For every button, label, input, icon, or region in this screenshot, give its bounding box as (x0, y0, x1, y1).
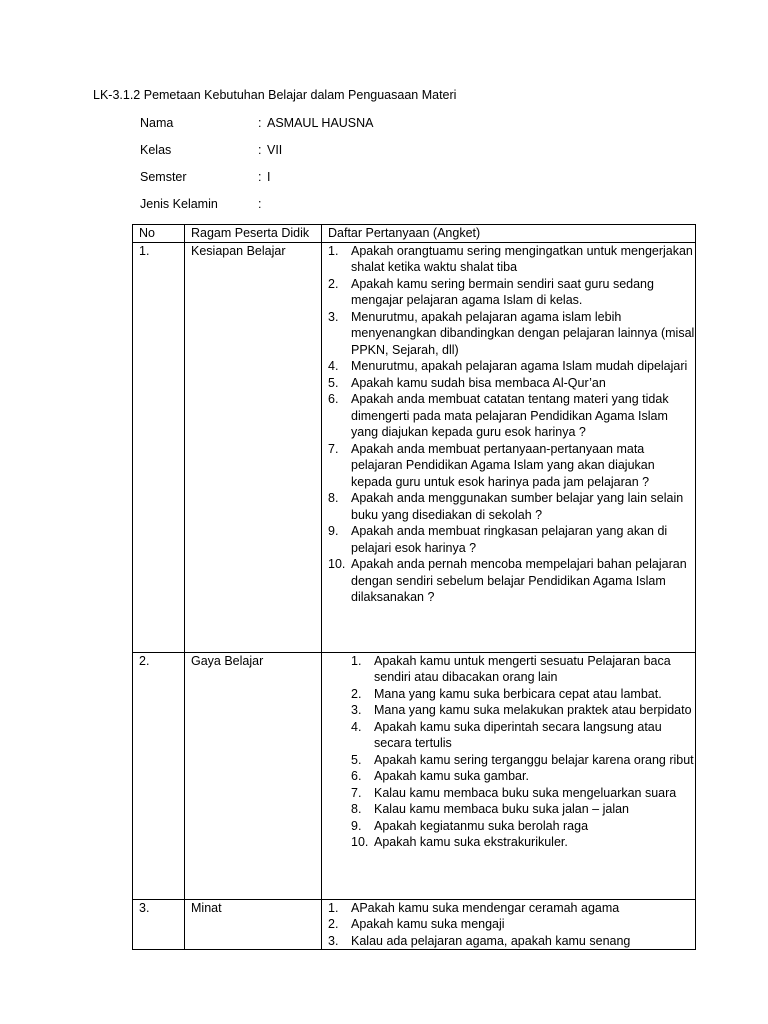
item-text: Menurutmu, apakah pelajaran agama islam lebih menyenangkan dibandingkan dengan pelajaran lainnya (misal PPKN, Sejarah, dll) (351, 309, 695, 357)
item-number: 8. (351, 802, 362, 816)
item-number: 7. (328, 441, 339, 456)
item-text: Apakah orangtuamu sering mengingatkan untuk mengerjakan shalat ketika waktu shalat tiba (351, 243, 693, 274)
item-text: Apakah kamu untuk mengerti sesuatu Pelajaran baca sendiri atau dibacakan orang lain (374, 653, 671, 684)
item-number: 6. (328, 392, 339, 406)
item-number: 9. (328, 524, 339, 538)
item-text: Apakah anda pernah mencoba mempelajari bahan pelajaran dengan sendiri sebelum belajar Pendidikan Agama Islam dilaksanakan ? (351, 557, 687, 604)
info-colon: : (258, 143, 262, 157)
info-label: Kelas (140, 143, 172, 157)
column-header-daftar: Daftar Pertanyaan (Angket) (322, 225, 696, 243)
item-number: 6. (351, 769, 362, 783)
question-cell (322, 899, 696, 950)
info-colon: : (258, 170, 262, 184)
row-number: 3. (133, 899, 185, 950)
list-item (351, 719, 695, 752)
item-text: Mana yang kamu suka melakukan praktek atau berpidato (374, 703, 692, 717)
item-number: 1. (351, 653, 362, 668)
info-value: I (267, 170, 271, 184)
column-header-ragam: Ragam Peserta Didik (185, 225, 322, 243)
item-number: 7. (351, 785, 362, 800)
row-number: 2. (133, 652, 185, 899)
item-text: Apakah anda membuat ringkasan pelajaran yang akan di pelajari esok harinya ? (351, 524, 668, 555)
item-number: 3. (328, 933, 339, 948)
info-colon: : (258, 197, 262, 211)
item-text: Kalau kamu membaca buku suka mengeluarkan suara (374, 785, 677, 800)
list-item (328, 556, 695, 606)
list-item (351, 653, 695, 686)
list-item (351, 686, 695, 703)
list-item (328, 391, 695, 441)
item-text: Apakah kamu sudah bisa membaca Al-Qur’an (351, 375, 606, 390)
item-number: 5. (351, 752, 362, 767)
info-label: Semster (140, 170, 187, 184)
item-number: 10. (351, 835, 369, 849)
list-item (351, 752, 695, 769)
item-text: Mana yang kamu suka berbicara cepat atau lambat. (374, 686, 662, 701)
item-text: Apakah anda membuat catatan tentang materi yang tidak dimengerti pada mata pelajaran Pendidikan Agama Islam yang diajukan kepada guru esok harinya ? (351, 392, 669, 439)
item-text: APakah kamu suka mendengar ceramah agama (351, 900, 620, 915)
list-item (328, 309, 695, 359)
question-cell (322, 652, 696, 899)
item-number: 1. (328, 243, 339, 258)
list-item (351, 801, 695, 818)
row-category: Kesiapan Belajar (185, 242, 322, 652)
list-item (328, 276, 695, 309)
list-item (351, 768, 695, 785)
item-number: 4. (328, 359, 339, 373)
info-value: ASMAUL HAUSNA (267, 116, 374, 130)
list-item (351, 834, 695, 851)
list-item (351, 702, 695, 719)
item-number: 4. (351, 719, 362, 734)
row-number: 1. (133, 242, 185, 652)
item-text: Apakah anda menggunakan sumber belajar yang lain selain buku yang disediakan di sekolah ? (351, 491, 684, 522)
info-label: Nama (140, 116, 174, 130)
item-text: Apakah kegiatanmu suka berolah raga (374, 818, 589, 833)
item-number: 8. (328, 491, 339, 505)
question-cell (322, 242, 696, 652)
item-text: Menurutmu, apakah pelajaran agama Islam mudah dipelajari (351, 359, 688, 373)
item-number: 10. (328, 557, 346, 571)
list-item (328, 441, 695, 491)
list-item (351, 785, 695, 802)
list-item (328, 900, 695, 917)
info-value: VII (267, 143, 283, 157)
question-list (328, 900, 695, 950)
item-number: 3. (351, 703, 362, 717)
item-number: 2. (328, 276, 339, 291)
item-text: Apakah kamu suka mengaji (351, 917, 505, 931)
table-row (133, 652, 696, 899)
item-number: 3. (328, 309, 339, 324)
item-text: Kalau kamu membaca buku suka jalan – jalan (374, 802, 630, 816)
list-item (328, 243, 695, 276)
row-category: Minat (185, 899, 322, 950)
item-text: Kalau ada pelajaran agama, apakah kamu senang (351, 933, 631, 948)
list-item (328, 916, 695, 933)
table-row (133, 242, 696, 652)
list-item (328, 523, 695, 556)
table-header-row (133, 225, 696, 243)
list-item (328, 375, 695, 392)
list-item (328, 358, 695, 375)
item-number: 2. (351, 686, 362, 701)
questionnaire-table (132, 224, 696, 950)
item-number: 5. (328, 375, 339, 390)
item-number: 9. (351, 818, 362, 833)
info-colon: : (258, 116, 262, 130)
list-item (328, 933, 695, 950)
question-list (351, 653, 695, 851)
item-text: Apakah kamu sering terganggu belajar karena orang ribut (374, 752, 694, 767)
item-number: 1. (328, 900, 339, 915)
question-list (328, 243, 695, 606)
item-text: Apakah kamu sering bermain sendiri saat guru sedang mengajar pelajaran agama Islam di kelas. (351, 276, 654, 307)
document-title: LK-3.1.2 Pemetaan Kebutuhan Belajar dalam Penguasaan Materi (93, 88, 457, 102)
item-text: Apakah kamu suka diperintah secara langsung atau secara tertulis (374, 719, 662, 750)
item-text: Apakah kamu suka ekstrakurikuler. (374, 835, 568, 849)
item-text: Apakah anda membuat pertanyaan-pertanyaan mata pelajaran Pendidikan Agama Islam yang akan diajukan kepada guru untuk esok harinya pada jam pelajaran ? (351, 441, 655, 489)
list-item (351, 818, 695, 835)
row-category: Gaya Belajar (185, 652, 322, 899)
info-label: Jenis Kelamin (140, 197, 218, 211)
table-row (133, 899, 696, 950)
item-number: 2. (328, 917, 339, 931)
column-header-no: No (133, 225, 185, 243)
list-item (328, 490, 695, 523)
item-text: Apakah kamu suka gambar. (374, 769, 529, 783)
